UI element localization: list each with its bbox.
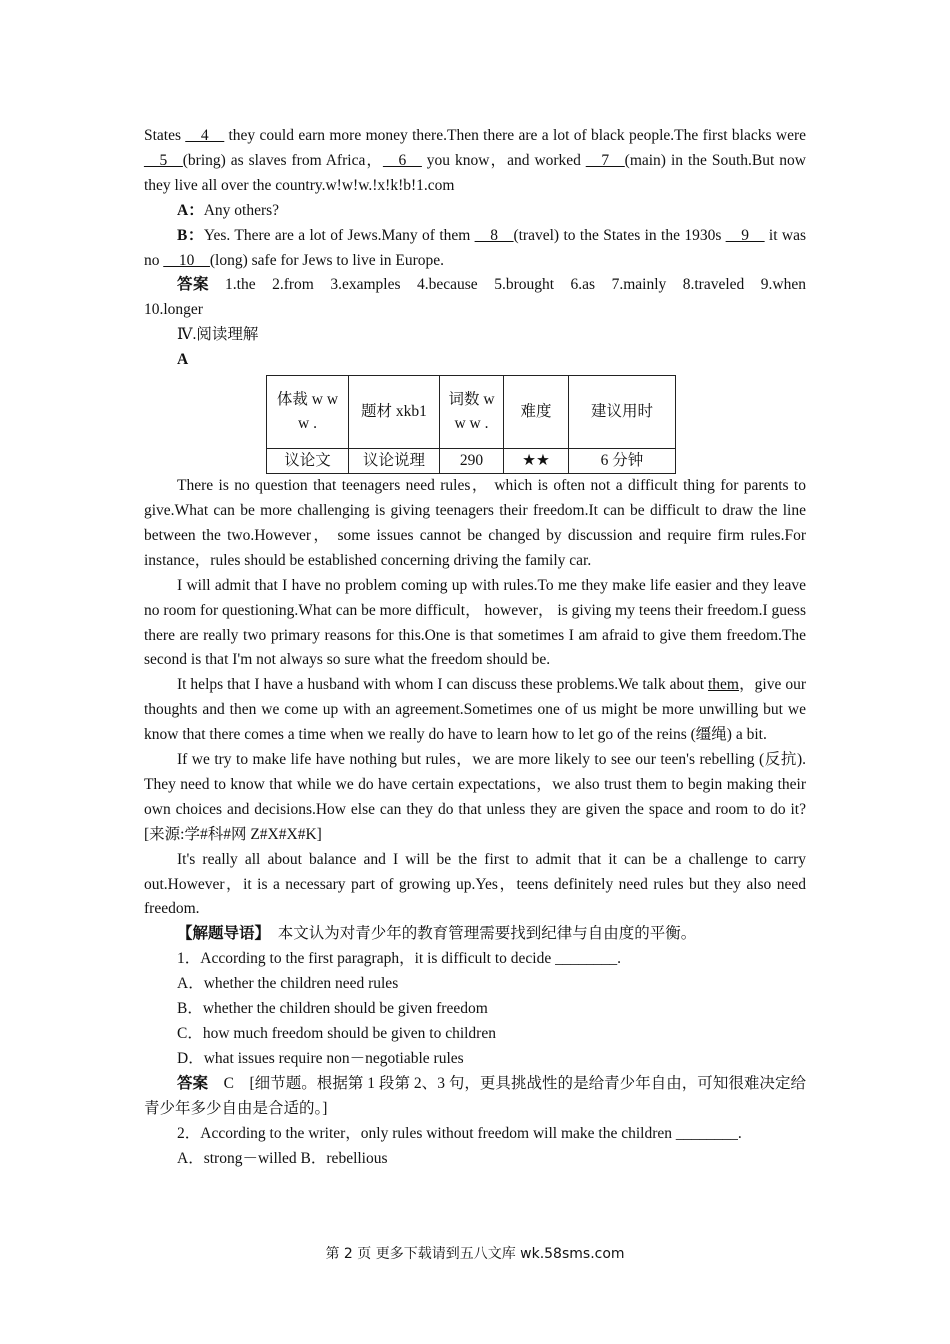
value-word-count: 290	[440, 449, 504, 474]
dialogue-paragraph: States __4__ they could earn more money there.Then there are a lot of black people.The first blacks were __5__(bring) as slaves from Africa，__6__ you know，and worked __7__(main) in the South.But now they live all over the country.w!w!w.!x!k!b!1.com	[144, 127, 806, 194]
blank-4: __4__	[185, 127, 225, 144]
header-difficulty: 难度	[504, 376, 569, 449]
question-1-answer-label: 答案	[177, 1074, 209, 1092]
guide-label: 【解题导语】	[177, 925, 263, 943]
question-2-options: A．strong－willed B．rebellious	[177, 1149, 388, 1167]
info-table-header-row	[267, 376, 676, 449]
question-1-stem: 1．According to the first paragraph，it is difficult to decide ________.	[177, 950, 621, 968]
dialogue-line-a: A：Any others?	[177, 201, 280, 219]
question-1-option-d: D．what issues require non－negotiable rules	[177, 1049, 464, 1067]
passage-paragraph-1: There is no question that teenagers need rules， which is often not a difficult thing for parents to give.What can be more challenging is giving teenagers their freedom.It can be difficult to draw the line between the two.However， some issues cannot be changed by discussion and require firm rules.For instance，rules should be established concerning driving the family car.	[144, 477, 806, 569]
blank-8: __8__	[474, 226, 514, 244]
answer-label: 答案	[177, 276, 210, 294]
blank-9: __9__	[725, 226, 765, 244]
blank-6: __6__	[383, 151, 422, 169]
guide-line	[144, 922, 806, 947]
question-1-option-a: A．whether the children need rules	[177, 975, 399, 993]
speaker-a: A：	[177, 201, 204, 219]
header-genre: 体裁 w w w .	[267, 376, 349, 449]
header-topic: 题材 xkb1	[349, 376, 440, 449]
passage-label: A	[177, 351, 189, 369]
speaker-b: B：	[177, 226, 204, 244]
value-suggested-time: 6 分钟	[569, 449, 676, 474]
value-difficulty: ★★	[504, 449, 569, 474]
underlined-word: them	[707, 676, 739, 694]
value-topic: 议论说理	[349, 449, 440, 474]
blank-5: __5__	[144, 151, 183, 169]
section-title: Ⅳ.阅读理解	[177, 326, 259, 344]
passage-paragraph-3: It helps that I have a husband with whom I can discuss these problems.We talk about them，give our thoughts and then we come up with an agreement.Sometimes one of us might be more unwilling but we know that there comes a time when we really do have to learn how to let go of the reins (缰绳) a bit.	[144, 676, 806, 744]
question-2-stem: 2．According to the writer，only rules without freedom will make the children ________.	[177, 1124, 742, 1142]
answer-list: 1.the 2.from 3.examples 4.because 5.brought 6.as 7.mainly 8.traveled 9.when 10.longer	[144, 276, 822, 319]
passage-paragraph-2: I will admit that I have no problem coming up with rules.To me they make life easier and they leave no room for questioning.What can be more difficult， however， is giving my teens their freedom.I guess there are really two primary reasons for this.One is that sometimes I am afraid to give them freedom.The second is that I'm not always so sure what the freedom should be.	[144, 576, 806, 669]
blank-10: __10__	[163, 251, 210, 269]
info-table-value-row	[267, 449, 676, 474]
blank-7: __7__	[585, 151, 625, 169]
dialogue-line-b: B：Yes. There are a lot of Jews.Many of them __8__(travel) to the States in the 1930s __9__ it was no __10__(long) safe for Jews to live in Europe.	[144, 226, 807, 269]
header-suggested-time: 建议用时	[569, 376, 676, 449]
page-footer: 第 2 页 更多下载请到五八文库 wk.58sms.com	[325, 1246, 625, 1262]
answer-key	[144, 273, 822, 323]
question-1-answer-text: C [细节题。根据第 1 段第 2、3 句，更具挑战性的是给青少年自由，可知很难决定给青少年多少自由是合适的。]	[144, 1074, 806, 1117]
document-page	[144, 124, 822, 1171]
header-word-count: 词数 w w w .	[440, 376, 504, 449]
guide-text: 本文认为对青少年的教育管理需要找到纪律与自由度的平衡。	[262, 925, 697, 943]
question-1-option-c: C．how much freedom should be given to children	[177, 1025, 496, 1042]
value-genre: 议论文	[267, 449, 349, 474]
question-1-option-b: B．whether the children should be given freedom	[177, 1000, 488, 1018]
passage-info-table	[266, 375, 676, 474]
passage-paragraph-4: If we try to make life have nothing but rules，we are more likely to see our teen's rebelling (反抗). They need to know that while we do have certain expectations，we also trust them to begin making their own choices and decisions.How else can they do that unless they are given the space and room to do it?[来源:学#科#网 Z#X#X#K]	[144, 751, 806, 843]
question-1-answer	[144, 1072, 806, 1122]
passage-paragraph-5: It's really all about balance and I will be the first to admit that it can be a challenge to carry out.However，it is a necessary part of growing up.Yes，teens definitely need rules but they also need freedom.	[144, 850, 806, 918]
